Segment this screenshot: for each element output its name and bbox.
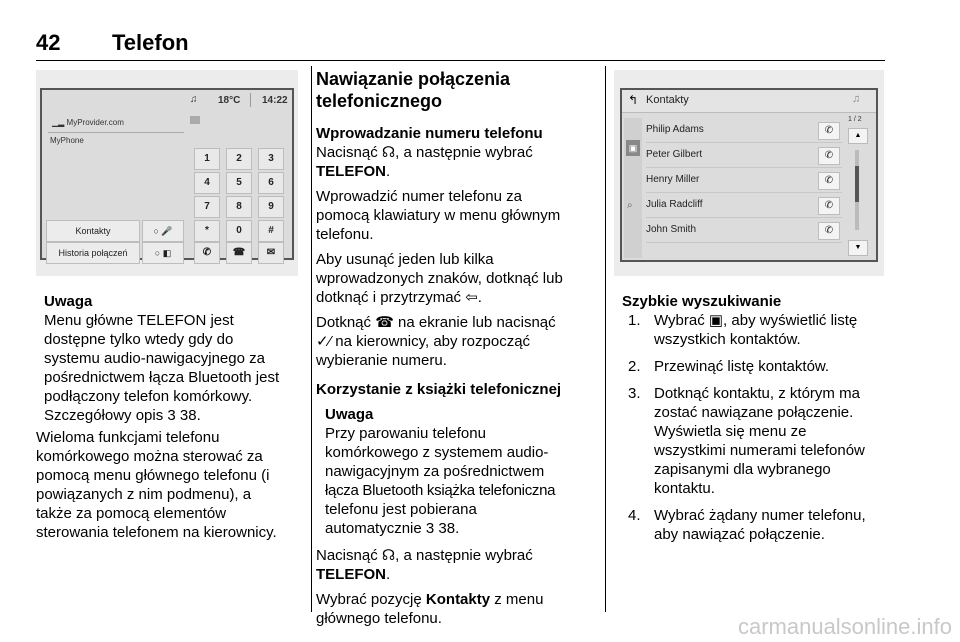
punctuation: . [386,566,391,583]
paragraph-line: wprowadzonych znaków, dotknąć lub [316,270,563,287]
text-run: Wybrać pozycję [316,591,426,608]
music-icon: ♫ [852,93,861,105]
back-icon[interactable]: ↰ [628,93,639,107]
paragraph-line: Wprowadzić numer telefonu za [316,188,522,205]
step-number: 1. [628,312,641,329]
key-9[interactable]: 9 [258,196,284,218]
call-icon[interactable]: ✆ [818,147,840,165]
contact-row[interactable]: Henry Miller ✆ [646,168,842,193]
scroll-up-icon[interactable]: ▲ [848,128,868,144]
contact-list-icon[interactable]: ▣ [626,140,640,156]
key-4[interactable]: 4 [194,172,220,194]
paragraph-line: telefonu. [316,226,374,243]
step-line: Przewinąć listę kontaktów. [654,358,830,375]
music-icon: ♫ [190,94,198,105]
phone-main-screenshot [36,70,298,276]
quick-search-section [622,292,884,544]
subheading: Szybkie wyszukiwanie [622,293,782,310]
column-divider [311,66,312,612]
list-item [628,506,884,544]
list-item [628,384,884,498]
note-line: pośrednictwem łącza Bluetooth jest [44,369,280,386]
paragraph-line: Wieloma funkcjami telefonu [36,429,220,446]
note-block [316,405,601,538]
paragraph-line: ✓⁄ na kierownicy, aby rozpocząć [316,333,531,350]
paragraph-line: komórkowego można sterować za [36,448,263,465]
paragraph-line: Nacisnąć ☊, a następnie wybrać [316,144,533,161]
key-3[interactable]: 3 [258,148,284,170]
paragraph-line: wybieranie numeru. [316,352,447,369]
key-6[interactable]: 6 [258,172,284,194]
contact-row[interactable]: Philip Adams ✆ [646,118,842,143]
subheading: Wprowadzanie numeru telefonu [316,125,543,142]
voice-toggle-icon[interactable]: ○ 🎤 [142,220,184,242]
voicemail-icon[interactable]: ✉ [258,242,284,264]
note-line: Menu główne TELEFON jest [44,312,234,329]
note-line: Przy parowaniu telefonu [325,425,486,442]
side-tabs [624,118,642,258]
paragraph-line: powiązanych z nim podmenu), a [36,486,252,503]
bold-term: TELEFON [316,566,386,583]
page-number: 42 [36,30,61,55]
call-icon[interactable]: ✆ [194,242,220,264]
hangup-icon[interactable]: ☎ [226,242,252,264]
bold-term: TELEFON [316,163,386,180]
section-heading: telefonicznego [316,91,443,111]
step-line: wszystkich kontaktów. [654,331,801,348]
note-title: Uwaga [325,406,374,423]
step-line: aby nawiązać połączenie. [654,526,825,543]
note-line: telefonu jest pobierana [325,501,477,518]
contact-row[interactable]: Julia Radcliff ✆ [646,193,842,218]
step-line: wszystkimi numerami telefonów [654,442,865,459]
paragraph-line: Dotknąć ☎ na ekranie lub nacisnąć [316,314,556,331]
paragraph-line: także za pomocą elementów [36,505,227,522]
paragraph-line: głównego telefonu. [316,610,442,627]
key-2[interactable]: 2 [226,148,252,170]
paragraph-line: dotknąć i przytrzymać ⇦. [316,289,482,306]
note-line: Szczegółowy opis 3 38. [44,407,201,424]
column-divider [605,66,606,612]
text-run: z menu [490,591,544,608]
note-line: systemu audio-nawigacyjnego za [44,350,265,367]
note-line: automatycznie 3 38. [325,520,460,537]
note-line: nawigacyjnym za pośrednictwem [325,463,545,480]
page-title: Telefon [112,30,189,55]
step-line: Wybrać ▣, aby wyświetlić listę [654,312,858,329]
note-line: komórkowego z systemem audio- [325,444,549,461]
call-section [316,68,601,628]
steps-list [622,311,884,544]
scrollbar-thumb[interactable] [855,166,859,202]
bold-term: Kontakty [425,591,491,608]
step-line: Dotknąć kontaktu, z którym ma [654,385,860,402]
handsfree-toggle-icon[interactable]: ○ ◧ [142,242,184,264]
list-item [628,357,884,376]
phone-screen [40,88,294,260]
call-icon[interactable]: ✆ [818,172,840,190]
key-7[interactable]: 7 [194,196,220,218]
step-number: 2. [628,358,641,375]
clock: 14:22 [262,95,288,106]
punctuation: . [386,163,391,180]
step-number: 3. [628,385,641,402]
key-star[interactable]: * [194,220,220,242]
key-hash[interactable]: # [258,220,284,242]
paragraph-line: pomocą menu głównego telefonu (i [36,467,270,484]
contacts-button[interactable]: Kontakty [46,220,140,242]
paragraph-line: Aby usunąć jeden lub kilka [316,251,494,268]
call-icon[interactable]: ✆ [818,122,840,140]
page-indicator: 1 / 2 [848,116,862,123]
backspace-icon[interactable] [190,116,200,124]
call-icon[interactable]: ✆ [818,222,840,240]
divider [48,132,184,133]
step-number: 4. [628,507,641,524]
header-rule [36,60,885,61]
key-1[interactable]: 1 [194,148,220,170]
note-line: dostępne tylko wtedy gdy do [44,331,234,348]
contact-row[interactable]: Peter Gilbert ✆ [646,143,842,168]
step-line: zostać nawiązane połączenie. [654,404,854,421]
paragraph-line: sterowania telefonem na kierownicy. [36,524,277,541]
step-line: Wyświetla się menu ze [654,423,807,440]
section-heading: Nawiązanie połączenia [316,69,511,89]
note-line: podłączony telefon komórkowy. [44,388,253,405]
call-icon[interactable]: ✆ [818,197,840,215]
note-line: łącza Bluetooth książka telefoniczna [325,482,556,499]
contact-row[interactable]: John Smith ✆ [646,218,842,243]
key-5[interactable]: 5 [226,172,252,194]
step-line: zapisanymi dla wybranego [654,461,831,478]
step-line: kontaktu. [654,480,715,497]
provider-label: ▁▂ MyProvider.com [52,118,124,127]
note-title: Uwaga [44,293,93,310]
key-0[interactable]: 0 [226,220,252,242]
status-divider [250,93,251,107]
call-history-button[interactable]: Historia połączeń [46,242,140,264]
key-8[interactable]: 8 [226,196,252,218]
list-item [628,311,884,349]
status-bar [42,90,292,112]
contacts-screen [620,88,878,262]
paragraph-line: pomocą klawiatury w menu głównym [316,207,561,224]
scroll-down-icon[interactable]: ▼ [848,240,868,256]
temperature: 18°C [218,95,241,106]
intro-paragraph [36,428,308,542]
note-block [44,292,306,425]
paragraph-line: Nacisnąć ☊, a następnie wybrać [316,547,533,564]
signal-icon: ▁▂ [52,118,67,127]
device-name: MyPhone [50,136,84,145]
watermark: carmanualsonline.info [737,614,952,639]
contacts-screenshot [614,70,884,276]
contacts-title: Kontakty [646,94,689,106]
subheading: Korzystanie z książki telefonicznej [316,381,562,398]
search-icon[interactable]: ⌕ [627,200,633,211]
step-line: Wybrać żądany numer telefonu, [654,507,866,524]
